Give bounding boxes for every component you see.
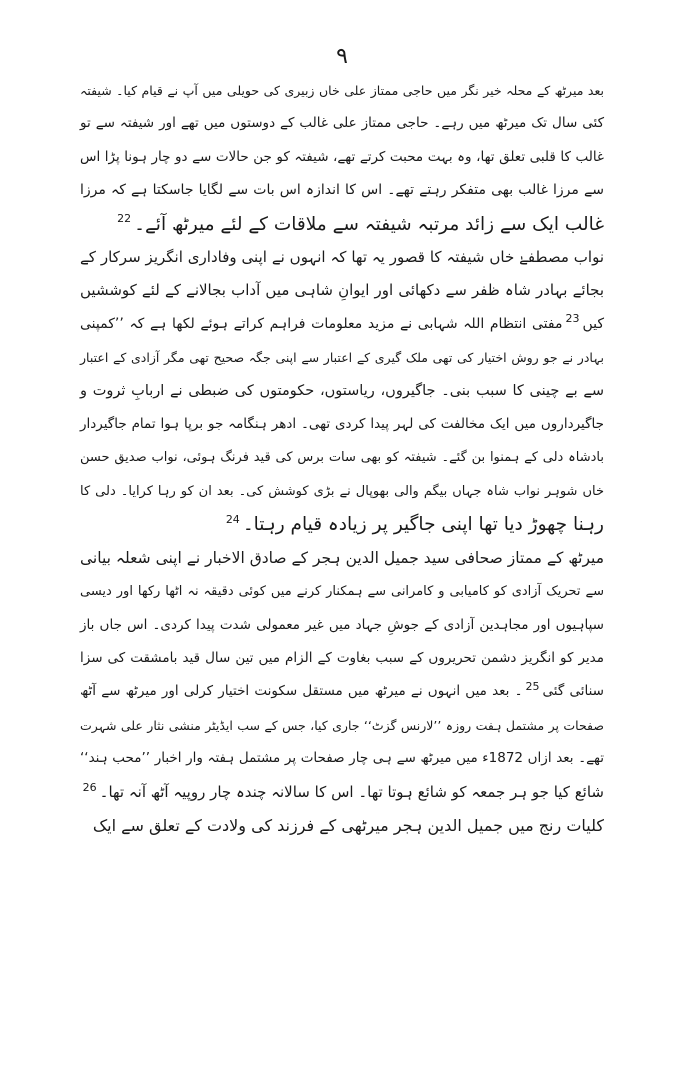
line-text: کیں	[582, 315, 604, 332]
line-text: بعد میرٹھ کے محلہ خیر نگر میں حاجی ممتاز علی خاں زبیری کی حویلی میں آپ نے قیام کیا۔ شیفتہ	[80, 83, 604, 98]
line-text: رہنا چھوڑ دیا تھا اپنی جاگیر پر زیادہ قیام رہتا۔	[242, 514, 604, 536]
text-line	[80, 475, 604, 508]
line-text: سپاہیوں اور مجاہدین آزادی کے جوشِ جہاد میں غیر معمولی شدت پیدا کردی۔ اس جاں باز	[80, 616, 604, 633]
text-line	[80, 809, 604, 842]
text-line	[80, 642, 604, 675]
text-line	[80, 174, 604, 207]
line-text: سنائی گئی	[542, 683, 604, 700]
text-line	[80, 208, 604, 241]
text-line	[80, 508, 604, 541]
paragraph	[80, 809, 604, 842]
text-line	[80, 742, 604, 775]
line-text: شائع کیا جو ہر جمعہ کو شائع ہوتا تھا۔ اس کا سالانہ چندہ چار روپیہ آٹھ آنہ تھا۔	[99, 782, 604, 801]
text-line	[80, 308, 604, 341]
line-text: خاں شوہر نواب شاہ جہاں بیگم والی بھوپال نے بڑی کوشش کی۔ بعد ان کو رہا کرایا۔ دلی کا	[80, 483, 604, 499]
text-line	[80, 341, 604, 374]
text-line	[80, 274, 604, 307]
line-text-continued: ۔ بعد میں انہوں نے میرٹھ میں مستقل سکونت اختیار کرلی اور میرٹھ سے آٹھ	[80, 683, 523, 700]
footnote-marker: 26	[82, 780, 97, 794]
footnote-marker: 22	[117, 212, 132, 226]
line-text: صفحات پر مشتمل ہفت روزہ ’’لارنس گزٹ‘‘ جاری کیا، جس کے سب ایڈیٹر منشی نثار علی شہرت	[80, 717, 604, 733]
page-number: ۹	[336, 44, 348, 69]
footnote-marker: 24	[225, 513, 240, 527]
line-text: بہادر نے جو روش اختیار کی تھی ملک گیری کے اعتبار سے اپنی جگہ صحیح تھی مگر آزادی کے اعتبار	[80, 350, 604, 366]
text-line	[80, 74, 604, 107]
line-text: کئی سال تک میرٹھ میں رہے۔ حاجی ممتاز علی غالب کے دوستوں میں تھے اور شیفتہ سے تو	[80, 115, 604, 132]
text-line	[80, 408, 604, 441]
text-line	[80, 241, 604, 274]
line-text: نواب مصطفےٰ خاں شیفتہ کا قصور یہ تھا کہ انہوں نے اپنی وفاداری انگریز سرکار کے	[80, 248, 604, 267]
line-text: بجائے بہادر شاہ ظفر سے دکھائی اور ایوانِ شاہی میں آداب بجالانے کے لئے کوششیں	[80, 281, 604, 300]
footnote-marker: 23	[565, 312, 580, 326]
line-text: تھے۔ بعد ازاں 1872ء میں میرٹھ سے ہی چار صفحات پر مشتمل ہفتہ وار اخبار ’’محب ہند‘‘	[80, 750, 604, 767]
body-text	[80, 74, 604, 842]
line-text: کلیات رنج میں جمیل الدین ہجر میرٹھی کے فرزند کی ولادت کے تعلق سے ایک	[92, 815, 604, 835]
paragraph	[80, 241, 604, 542]
line-text: جاگیرداروں میں ایک مخالفت کی لہر پیدا کردی تھی۔ ادھر ہنگامہ جو برپا ہوا تمام جاگیردار	[80, 416, 604, 433]
line-text: غالب ایک سے زائد مرتبہ شیفتہ سے ملاقات کے لئے میرٹھ آئے۔	[134, 213, 604, 235]
line-text: سے تحریک آزادی کو کامیابی و کامرانی سے ہمکنار کرنے میں کوئی دقیقہ نہ اٹھا رکھا اور دیسی	[80, 584, 604, 600]
line-text: غالب کا قلبی تعلق تھا، وہ بہت محبت کرتے تھے، شیفتہ کو جن حالات سے دو چار ہونا پڑا اس	[80, 148, 604, 165]
text-line	[80, 441, 604, 474]
text-line	[80, 141, 604, 174]
text-line	[80, 575, 604, 608]
paragraph	[80, 74, 604, 241]
text-line	[80, 609, 604, 642]
line-text-continued: مفتی انتظام اللہ شہابی نے مزید معلومات فراہم کراتے ہوئے لکھا ہے کہ ’’کمپنی	[80, 315, 563, 332]
text-line	[80, 776, 604, 809]
text-line	[80, 709, 604, 742]
text-line	[80, 375, 604, 408]
text-line	[80, 542, 604, 575]
text-line	[80, 107, 604, 140]
text-line	[80, 675, 604, 708]
line-text: سے بے چینی کا سبب بنی۔ جاگیروں، ریاستوں، حکومتوں کی ضبطی نے اربابِ ثروت و	[80, 382, 604, 399]
line-text: سے مرزا غالب بھی متفکر رہتے تھے۔ اس کا اندازہ اس بات سے لگایا جاسکتا ہے کہ مرزا	[80, 182, 604, 199]
line-text: بادشاہ دلی کے ہمنوا بن گئے۔ شیفتہ کو بھی سات برس کی قید فرنگ ہوئی، نواب صدیق حسن	[80, 450, 604, 466]
footnote-marker: 25	[525, 679, 540, 693]
line-text: مدیر کو انگریز دشمن تحریروں کے سبب بغاوت کے الزام میں تین سال قید بامشقت کی سزا	[80, 649, 604, 666]
line-text: میرٹھ کے ممتاز صحافی سید جمیل الدین ہجر کے صادق الاخبار نے اپنی شعلہ بیانی	[80, 548, 604, 567]
paragraph	[80, 542, 604, 809]
